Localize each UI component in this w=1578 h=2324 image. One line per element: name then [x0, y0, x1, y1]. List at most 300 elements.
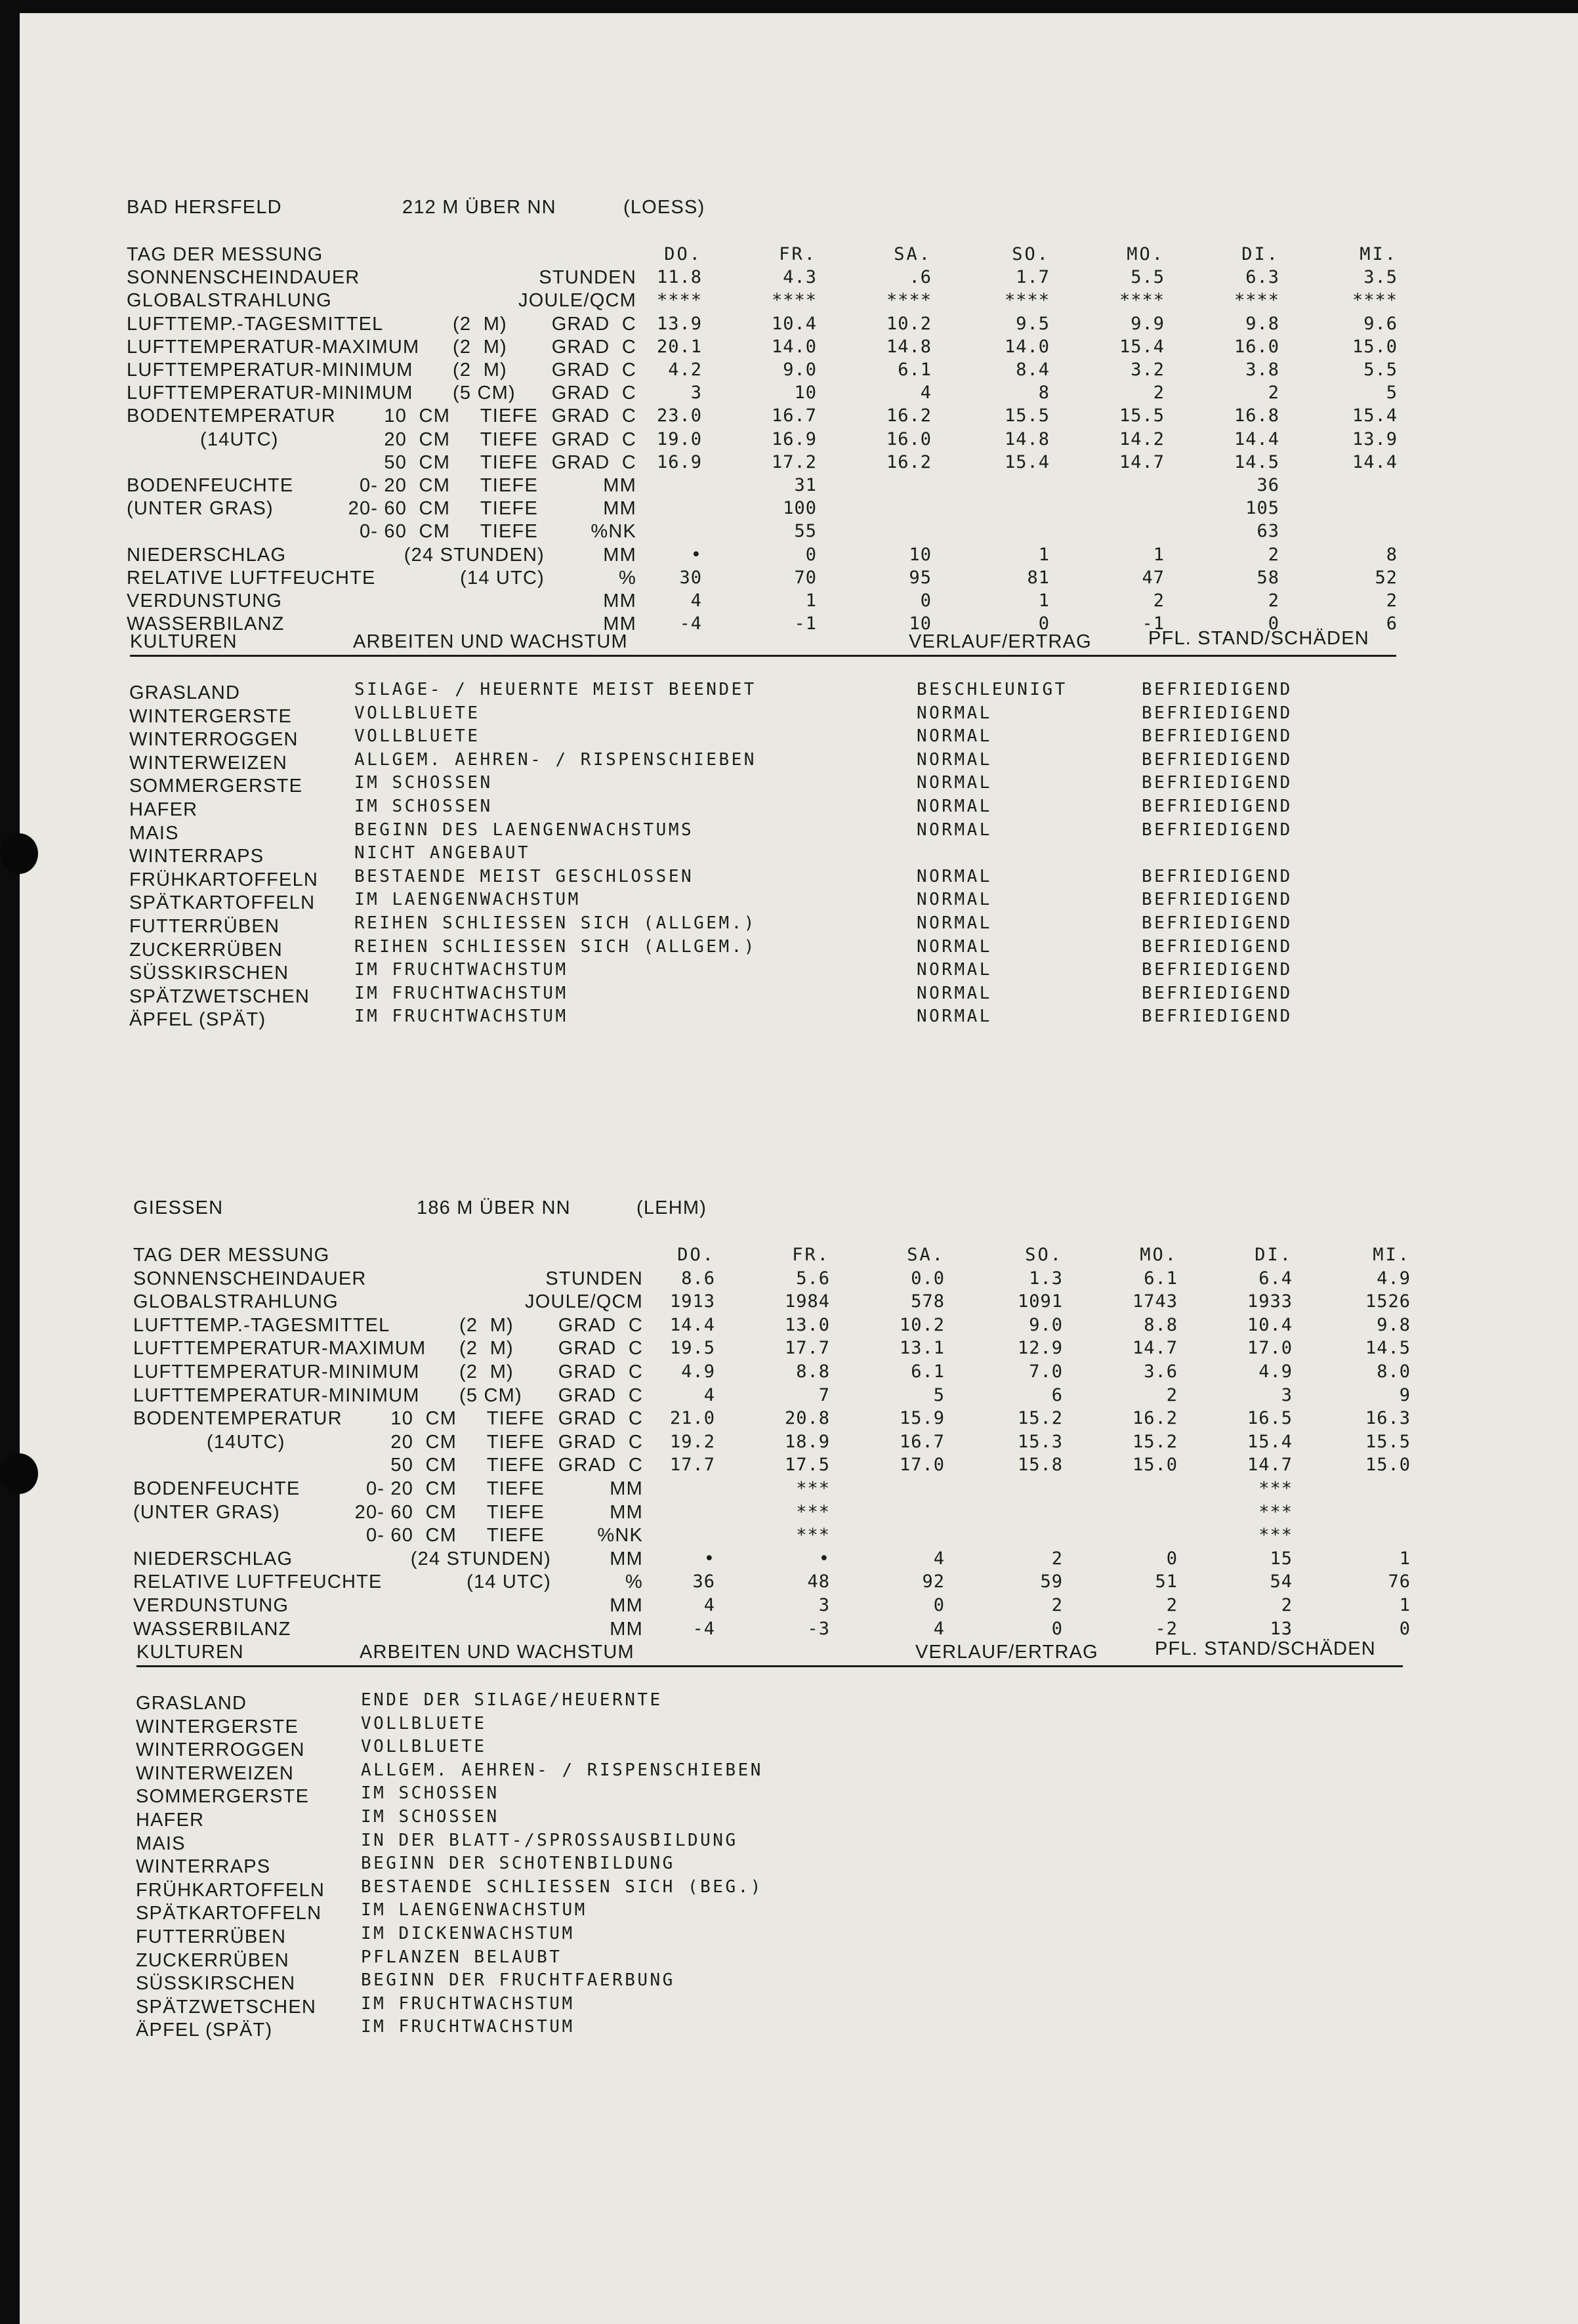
row-value: 2	[1153, 383, 1165, 404]
row-value: ***	[796, 1525, 830, 1546]
row-value: 16.2	[886, 405, 932, 426]
station-elevation: 186 M ÜBER NN	[417, 1197, 571, 1218]
row-sub: 0- 20 CM TIEFE	[365, 1478, 545, 1499]
row-value: 59	[1040, 1571, 1063, 1592]
row-label: LUFTTEMP.-TAGESMITTEL	[133, 1314, 390, 1336]
row-value: 16.0	[886, 428, 932, 449]
crop-work: BEGINN DER SCHOTENBILDUNG	[361, 1854, 675, 1874]
row-value: 23.0	[656, 405, 702, 426]
row-value: 58	[1256, 567, 1279, 588]
station-soil: (LEHM)	[636, 1197, 707, 1218]
row-value: 16.9	[771, 428, 817, 449]
row-value: •	[690, 544, 702, 565]
row-unit: %	[625, 1571, 643, 1593]
row-value: ****	[1352, 290, 1398, 311]
row-label: VERDUNSTUNG	[127, 591, 283, 612]
crop-work: ENDE DER SILAGE/HEUERNTE	[361, 1690, 663, 1710]
crop-name: FUTTERRÜBEN	[136, 1926, 287, 1947]
row-value: 30	[679, 567, 702, 588]
row-value: 31	[794, 475, 817, 495]
crop-work: NICHT ANGEBAUT	[354, 843, 531, 863]
crop-work: VOLLBLUETE	[354, 703, 480, 723]
crop-name: WINTERROGGEN	[129, 729, 299, 751]
crop-name: FRÜHKARTOFFELN	[129, 869, 319, 890]
row-label: TAG DER MESSUNG	[127, 244, 323, 265]
row-label: GLOBALSTRAHLUNG	[133, 1291, 339, 1313]
row-sub: (24 STUNDEN)	[410, 1548, 551, 1569]
row-label: RELATIVE LUFTFEUCHTE	[133, 1571, 383, 1593]
row-value: 19.2	[669, 1431, 715, 1452]
row-value: 6.1	[911, 1361, 945, 1382]
row-label: NIEDERSCHLAG	[133, 1548, 293, 1569]
crop-name: WINTERGERSTE	[129, 705, 293, 727]
crops-header-rule	[130, 655, 1396, 657]
row-value: ***	[796, 1478, 830, 1499]
row-value: 0	[1399, 1618, 1411, 1639]
row-value: 52	[1375, 567, 1398, 588]
row-value: 17.0	[1247, 1338, 1293, 1359]
crop-course: NORMAL	[917, 983, 992, 1003]
crop-name: GRASLAND	[129, 682, 241, 703]
row-value: 15.0	[1132, 1455, 1178, 1476]
row-value: 19.0	[656, 428, 702, 449]
crop-work: IM SCHOSSEN	[354, 797, 493, 816]
row-value: 3.8	[1245, 360, 1279, 380]
row-value: DO.	[677, 1245, 715, 1265]
row-value: 14.7	[1119, 451, 1165, 472]
row-value: 1	[1399, 1595, 1411, 1615]
row-label: WASSERBILANZ	[133, 1618, 291, 1640]
row-value: 15.4	[1247, 1431, 1293, 1452]
row-unit: MM	[603, 613, 636, 635]
crop-name: MAIS	[129, 822, 179, 844]
row-value: 2	[1051, 1548, 1063, 1569]
row-value: 1.7	[1016, 267, 1050, 288]
row-unit: GRAD C	[558, 1361, 643, 1382]
crop-state: BEFRIEDIGEND	[1142, 1006, 1293, 1027]
row-value: 8.0	[1377, 1361, 1411, 1382]
row-value: 14.5	[1234, 451, 1279, 472]
row-value: 6.1	[898, 360, 932, 380]
row-unit: STUNDEN	[539, 267, 636, 289]
row-sub: (14 UTC)	[467, 1571, 551, 1593]
row-sub: (2 M)	[453, 336, 507, 358]
row-sub: 50 CM TIEFE	[384, 451, 538, 473]
row-value: 1743	[1132, 1291, 1178, 1312]
row-value: 12.9	[1017, 1338, 1063, 1359]
row-value: 15.3	[1017, 1431, 1063, 1452]
row-value: 1	[1153, 544, 1165, 565]
row-value: FR.	[779, 244, 817, 264]
row-value: 4.9	[1258, 1361, 1293, 1382]
row-value: 4	[703, 1384, 715, 1405]
crop-course: NORMAL	[917, 1006, 992, 1027]
row-value: 4	[933, 1548, 945, 1569]
row-value: 578	[911, 1291, 945, 1312]
row-value: 2	[1268, 383, 1279, 404]
row-value: 16.7	[899, 1431, 945, 1452]
row-value: 2	[1281, 1595, 1293, 1615]
row-value: 0	[1038, 613, 1050, 634]
row-value: 2	[1386, 591, 1398, 611]
row-unit: MM	[610, 1478, 643, 1499]
row-value: -1	[1142, 613, 1165, 634]
crop-course: NORMAL	[917, 936, 992, 957]
row-value: 76	[1388, 1571, 1411, 1592]
row-unit: MM	[610, 1618, 643, 1640]
row-value: 5.5	[1363, 360, 1398, 380]
row-value: 17.2	[771, 451, 817, 472]
crop-work: IM SCHOSSEN	[361, 1783, 499, 1804]
row-value: DO.	[664, 244, 702, 264]
crop-name: WINTERWEIZEN	[136, 1762, 295, 1784]
row-value: 5.5	[1131, 267, 1165, 288]
row-value: 16.7	[771, 405, 817, 426]
row-value: 15.4	[1119, 336, 1165, 357]
row-value: 16.9	[656, 451, 702, 472]
row-value: 13.0	[784, 1314, 830, 1335]
row-value: 2	[1153, 591, 1165, 611]
row-value: 8	[1038, 383, 1050, 404]
row-unit: GRAD C	[551, 360, 636, 381]
crop-name: SPÄTZWETSCHEN	[136, 1996, 316, 2018]
row-unit: GRAD C	[551, 336, 636, 358]
row-unit: GRAD C	[558, 1455, 643, 1476]
row-value: 7.0	[1029, 1361, 1063, 1382]
row-label: NIEDERSCHLAG	[127, 544, 287, 566]
row-value: 15.5	[1119, 405, 1165, 426]
crop-state: BEFRIEDIGEND	[1142, 726, 1293, 747]
crop-work: IM DICKENWACHSTUM	[361, 1924, 575, 1943]
row-value: 17.7	[669, 1455, 715, 1476]
row-value: 14.7	[1247, 1455, 1293, 1476]
row-label: RELATIVE LUFTFEUCHTE	[127, 567, 376, 589]
crop-name: WINTERRAPS	[136, 1856, 271, 1878]
crops-header-cultures: KULTUREN	[136, 1642, 244, 1663]
crop-work: IM FRUCHTWACHSTUM	[354, 1006, 568, 1027]
row-label: BODENFEUCHTE	[133, 1478, 301, 1499]
row-label: LUFTTEMPERATUR-MINIMUM	[133, 1361, 420, 1382]
row-value: 10.4	[1247, 1314, 1293, 1335]
crop-work: IN DER BLATT-/SPROSSAUSBILDUNG	[361, 1830, 738, 1850]
row-value: 14.8	[1004, 428, 1050, 449]
row-value: 14.4	[1234, 428, 1279, 449]
row-value: DI.	[1241, 244, 1279, 264]
row-label: SONNENSCHEINDAUER	[127, 267, 360, 289]
row-unit: JOULE/QCM	[525, 1291, 643, 1313]
row-value: 15.4	[1004, 451, 1050, 472]
row-sub: 10 CM TIEFE	[384, 405, 538, 427]
row-value: FR.	[792, 1245, 830, 1265]
row-value: 8.8	[796, 1361, 830, 1382]
row-value: SA.	[907, 1245, 945, 1265]
row-value: 1	[1399, 1548, 1411, 1569]
row-value: ****	[771, 290, 817, 311]
crop-work: SILAGE- / HEUERNTE MEIST BEENDET	[354, 680, 757, 699]
crop-course: NORMAL	[917, 749, 992, 770]
row-label: (14UTC)	[200, 428, 279, 450]
row-value: 14.7	[1132, 1338, 1178, 1359]
crop-state: BEFRIEDIGEND	[1142, 936, 1293, 957]
row-value: 3.2	[1131, 360, 1165, 380]
row-value: 36	[1256, 475, 1279, 495]
crop-name: SPÄTZWETSCHEN	[129, 986, 310, 1007]
row-value: -1	[794, 613, 817, 634]
row-value: 6.3	[1245, 267, 1279, 288]
row-label: LUFTTEMPERATUR-MINIMUM	[127, 383, 413, 404]
row-unit: GRAD C	[551, 428, 636, 450]
crop-name: SPÄTKARTOFFELN	[136, 1903, 322, 1924]
crop-work: VOLLBLUETE	[361, 1737, 487, 1757]
row-value: 2	[1166, 1384, 1178, 1405]
row-label: BODENTEMPERATUR	[127, 405, 336, 427]
crop-name: MAIS	[136, 1833, 186, 1854]
row-value: 95	[909, 567, 932, 588]
row-label: LUFTTEMPERATUR-MINIMUM	[133, 1384, 420, 1406]
row-value: 17.5	[784, 1455, 830, 1476]
crop-name: HAFER	[136, 1810, 205, 1831]
row-value: 100	[783, 498, 817, 519]
crop-course: NORMAL	[917, 866, 992, 886]
row-value: 3	[818, 1595, 830, 1615]
crop-state: BEFRIEDIGEND	[1142, 703, 1293, 723]
row-value: ****	[1119, 290, 1165, 311]
row-value: 0	[920, 591, 932, 611]
crops-header-cultures: KULTUREN	[130, 631, 238, 652]
row-sub: 20 CM TIEFE	[390, 1431, 545, 1453]
row-value: 14.8	[886, 336, 932, 357]
row-value: ****	[1004, 290, 1050, 311]
row-value: 1526	[1365, 1291, 1411, 1312]
row-value: 9	[1399, 1384, 1411, 1405]
row-value: ****	[656, 290, 702, 311]
crop-course: NORMAL	[917, 820, 992, 840]
row-value: 1.3	[1029, 1268, 1063, 1289]
row-value: SA.	[894, 244, 932, 264]
row-value: 5	[933, 1384, 945, 1405]
row-value: 55	[794, 521, 817, 542]
row-label: BODENTEMPERATUR	[133, 1408, 343, 1430]
crop-name: WINTERRAPS	[129, 846, 264, 867]
row-value: 4.9	[681, 1361, 715, 1382]
crop-work: REIHEN SCHLIESSEN SICH (ALLGEM.)	[354, 913, 757, 933]
crops-header-work: ARBEITEN UND WACHSTUM	[360, 1642, 634, 1663]
row-value: 15.8	[1017, 1455, 1063, 1476]
row-value: 81	[1027, 567, 1050, 588]
row-value: 92	[922, 1571, 945, 1592]
crops-header-course: VERLAUF/ERTRAG	[909, 631, 1092, 652]
crop-state: BEFRIEDIGEND	[1142, 866, 1293, 886]
row-label: (UNTER GRAS)	[133, 1501, 280, 1523]
row-value: 15.5	[1365, 1431, 1411, 1452]
crop-name: SÜSSKIRSCHEN	[136, 1973, 296, 1995]
row-value: 3.5	[1363, 267, 1398, 288]
row-value: 20.8	[784, 1408, 830, 1429]
row-value: 4.2	[668, 360, 702, 380]
row-sub: 50 CM TIEFE	[390, 1455, 545, 1476]
row-unit: MM	[603, 475, 636, 496]
row-value: 15.0	[1352, 336, 1398, 357]
crop-state: BEFRIEDIGEND	[1142, 913, 1293, 933]
row-value: 10	[909, 613, 932, 634]
row-value: 18.9	[784, 1431, 830, 1452]
crops-header-state: PFL. STAND/SCHÄDEN	[1155, 1638, 1376, 1659]
row-value: 0.0	[911, 1268, 945, 1289]
row-sub: (2 M)	[459, 1338, 514, 1359]
row-sub: (14 UTC)	[460, 567, 545, 589]
row-value: 9.0	[1029, 1314, 1063, 1335]
row-value: 10	[794, 383, 817, 404]
crops-header-state: PFL. STAND/SCHÄDEN	[1148, 628, 1369, 649]
crop-course: NORMAL	[917, 773, 992, 793]
row-value: 9.6	[1363, 313, 1398, 334]
crop-work: BEGINN DES LAENGENWACHSTUMS	[354, 820, 694, 840]
crop-work: IM LAENGENWACHSTUM	[361, 1900, 587, 1920]
row-value: 1	[1038, 544, 1050, 565]
row-value: •	[818, 1548, 830, 1569]
crop-course: NORMAL	[917, 703, 992, 723]
row-value: 1091	[1017, 1291, 1063, 1312]
row-value: 8.4	[1016, 360, 1050, 380]
row-unit: JOULE/QCM	[518, 290, 636, 312]
row-value: 51	[1155, 1571, 1178, 1592]
row-sub: 20- 60 CM TIEFE	[348, 498, 538, 520]
row-value: -2	[1155, 1618, 1178, 1639]
row-value: 3	[1281, 1384, 1293, 1405]
row-sub: (5 CM)	[459, 1384, 522, 1406]
row-value: 6.1	[1144, 1268, 1178, 1289]
row-sub: (24 STUNDEN)	[404, 544, 545, 566]
row-value: 2	[1268, 591, 1279, 611]
row-sub: (5 CM)	[453, 383, 516, 404]
row-value: 13.1	[899, 1338, 945, 1359]
row-value: SO.	[1025, 1245, 1063, 1265]
row-sub: 20 CM TIEFE	[384, 428, 538, 450]
crop-state: BEFRIEDIGEND	[1142, 749, 1293, 770]
row-value: 15.2	[1017, 1408, 1063, 1429]
row-unit: MM	[603, 498, 636, 520]
crop-course: BESCHLEUNIGT	[917, 680, 1068, 699]
row-value: 6	[1051, 1384, 1063, 1405]
crop-course: NORMAL	[917, 960, 992, 980]
row-value: 1	[805, 591, 817, 611]
row-label: SONNENSCHEINDAUER	[133, 1268, 367, 1289]
crop-course: NORMAL	[917, 797, 992, 816]
row-label: (UNTER GRAS)	[127, 498, 274, 520]
crop-name: SPÄTKARTOFFELN	[129, 892, 316, 914]
crop-state: BEFRIEDIGEND	[1142, 890, 1293, 910]
row-value: 2	[1051, 1595, 1063, 1615]
row-value: 15.9	[899, 1408, 945, 1429]
crop-work: IM SCHOSSEN	[361, 1807, 499, 1827]
row-unit: MM	[603, 591, 636, 612]
row-value: 6	[1386, 613, 1398, 634]
row-label: LUFTTEMPERATUR-MAXIMUM	[127, 336, 420, 358]
row-value: SO.	[1012, 244, 1050, 264]
row-unit: %NK	[591, 521, 636, 543]
station-name: BAD HERSFELD	[127, 197, 282, 218]
row-value: 1933	[1247, 1291, 1293, 1312]
crop-name: FUTTERRÜBEN	[129, 916, 280, 937]
row-value: 9.8	[1245, 313, 1279, 334]
row-sub: (2 M)	[453, 313, 507, 335]
row-sub: (2 M)	[453, 360, 507, 381]
row-value: 3	[690, 383, 702, 404]
crop-name: WINTERGERSTE	[136, 1716, 299, 1737]
row-sub: 0- 60 CM TIEFE	[359, 521, 538, 543]
row-label: (14UTC)	[207, 1431, 285, 1453]
row-unit: %NK	[597, 1525, 643, 1546]
crop-state: BEFRIEDIGEND	[1142, 773, 1293, 793]
row-value: 17.0	[899, 1455, 945, 1476]
row-sub: (2 M)	[459, 1361, 514, 1382]
row-sub: 10 CM TIEFE	[390, 1408, 545, 1430]
crop-work: BEGINN DER FRUCHTFAERBUNG	[361, 1970, 675, 1991]
crop-work: IM FRUCHTWACHSTUM	[361, 2017, 575, 2037]
row-unit: GRAD C	[551, 383, 636, 404]
row-unit: GRAD C	[558, 1384, 643, 1406]
crop-work: BESTAENDE SCHLIESSEN SICH (BEG.)	[361, 1877, 763, 1897]
row-label: GLOBALSTRAHLUNG	[127, 290, 332, 312]
crop-work: IM FRUCHTWACHSTUM	[361, 1993, 575, 2014]
row-value: 5	[1386, 383, 1398, 404]
row-value: 14.0	[1004, 336, 1050, 357]
crop-work: VOLLBLUETE	[361, 1713, 487, 1733]
row-unit: GRAD C	[551, 313, 636, 335]
row-value: 54	[1270, 1571, 1293, 1592]
row-unit: MM	[610, 1501, 643, 1523]
crop-name: WINTERROGGEN	[136, 1739, 305, 1761]
crop-state: BEFRIEDIGEND	[1142, 797, 1293, 816]
row-value: 8	[1386, 544, 1398, 565]
row-value: 14.2	[1119, 428, 1165, 449]
row-value: 9.5	[1016, 313, 1050, 334]
crop-name: ÄPFEL (SPÄT)	[129, 1009, 266, 1031]
row-unit: GRAD C	[558, 1338, 643, 1359]
row-value: ****	[886, 290, 932, 311]
row-value: 15.2	[1132, 1431, 1178, 1452]
row-value: 14.5	[1365, 1338, 1411, 1359]
row-value: 20.1	[656, 336, 702, 357]
row-unit: STUNDEN	[545, 1268, 643, 1289]
row-label: VERDUNSTUNG	[133, 1595, 289, 1616]
station-elevation: 212 M ÜBER NN	[402, 197, 556, 218]
row-value: ****	[1234, 290, 1279, 311]
row-value: 16.8	[1234, 405, 1279, 426]
row-value: 10.4	[771, 313, 817, 334]
row-value: 15.4	[1352, 405, 1398, 426]
row-label: BODENFEUCHTE	[127, 475, 294, 496]
row-value: MI.	[1360, 244, 1398, 264]
document-page	[20, 13, 1578, 2324]
row-value: 2	[1166, 1595, 1178, 1615]
row-label: WASSERBILANZ	[127, 613, 285, 635]
row-value: 8.8	[1144, 1314, 1178, 1335]
row-value: .6	[909, 267, 932, 288]
station-name: GIESSEN	[133, 1197, 224, 1218]
row-value: 0	[1268, 613, 1279, 634]
crop-work: VOLLBLUETE	[354, 726, 480, 747]
row-value: 14.0	[771, 336, 817, 357]
row-value: -4	[679, 613, 702, 634]
row-value: 10.2	[899, 1314, 945, 1335]
row-unit: GRAD C	[558, 1408, 643, 1430]
crop-work: IM SCHOSSEN	[354, 773, 493, 793]
row-value: 13	[1270, 1618, 1293, 1639]
row-unit: GRAD C	[551, 405, 636, 427]
row-value: 5.6	[796, 1268, 830, 1289]
crop-name: ÄPFEL (SPÄT)	[136, 2020, 273, 2041]
